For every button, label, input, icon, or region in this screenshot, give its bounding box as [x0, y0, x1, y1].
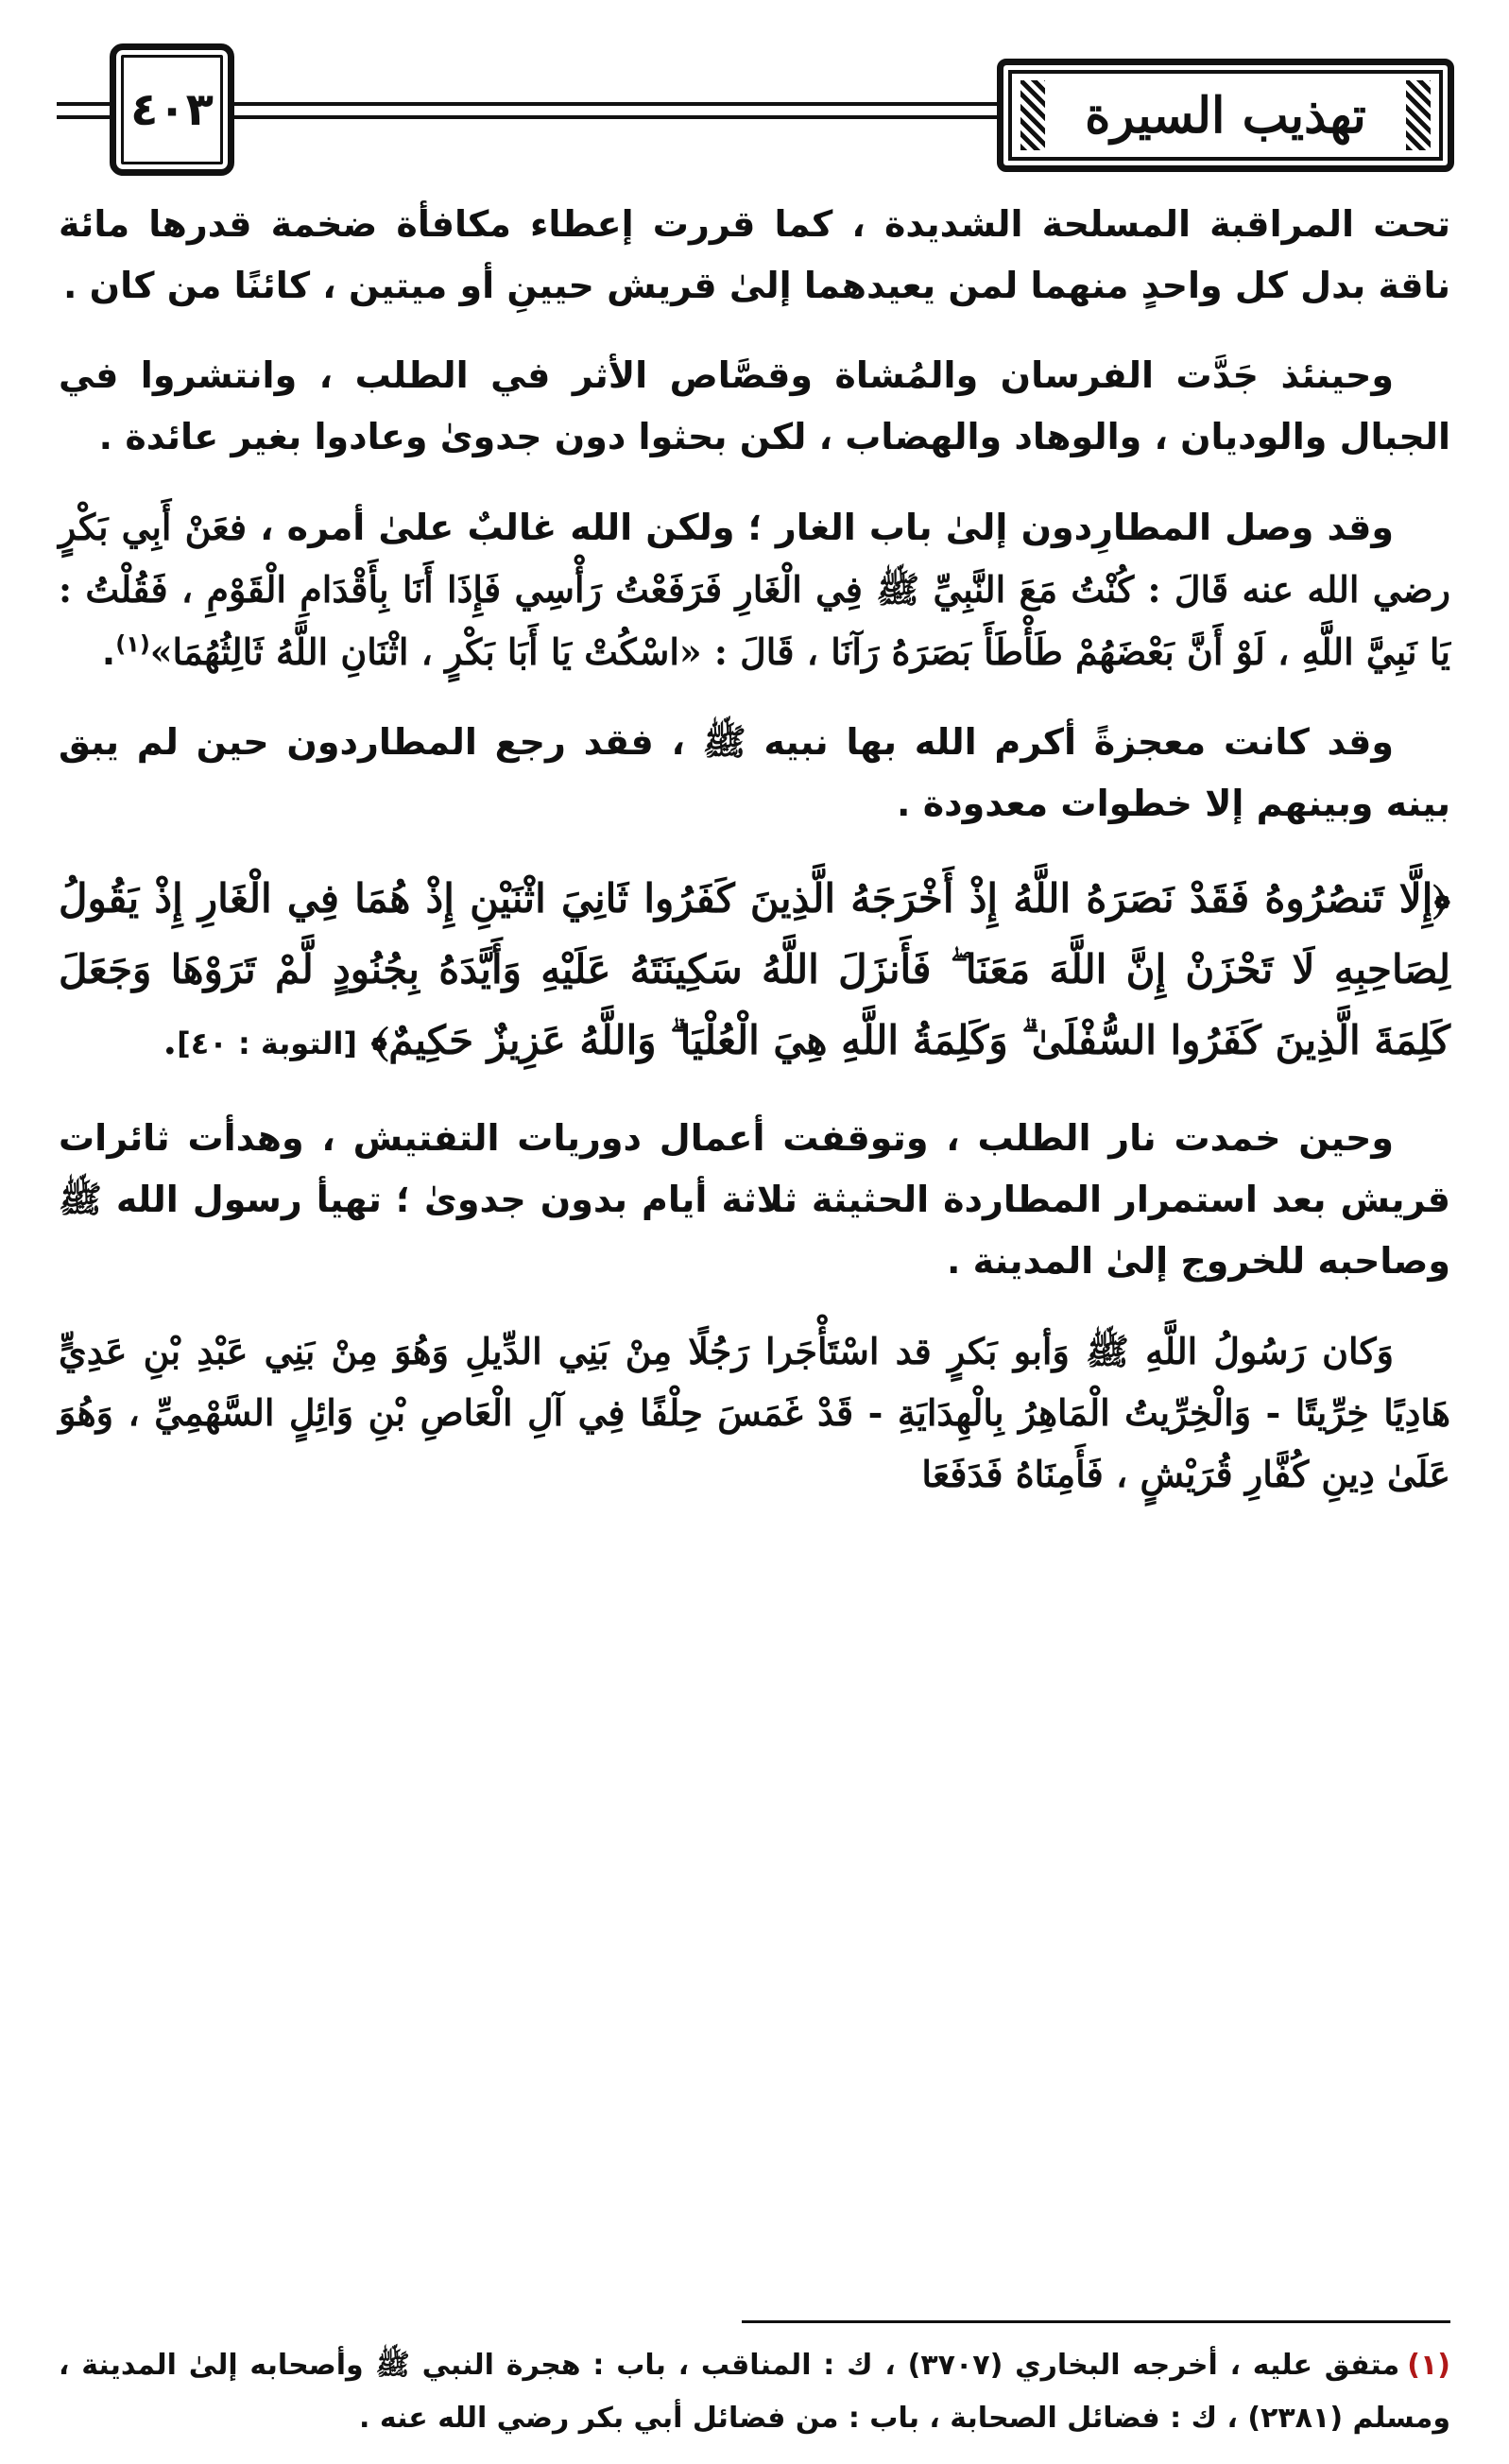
quran-verse-block	[59, 863, 1450, 1079]
paragraph-2	[59, 345, 1450, 468]
footnote-1-text: متفق عليه ، أخرجه البخاري (٣٧٠٧) ، ك : المناقب ، باب : هجرة النبي ﷺ وأصحابه إلىٰ المدينة ، ومسلم (٢٣٨١) ، ك : فضائل الصحابة ، باب : من فضائل أبي بكر رضي الله عنه .	[59, 2349, 1450, 2435]
quran-verse: ﴿إِلَّا تَنصُرُوهُ فَقَدْ نَصَرَهُ اللَّهُ إِذْ أَخْرَجَهُ الَّذِينَ كَفَرُوا ثَانِيَ اثْنَيْنِ إِذْ هُمَا فِي الْغَارِ إِذْ يَقُولُ لِصَاحِبِهِ لَا تَحْزَنْ إِنَّ اللَّهَ مَعَنَا ۖ فَأَنزَلَ اللَّهُ سَكِينَتَهُ عَلَيْهِ وَأَيَّدَهُ بِجُنُودٍ لَّمْ تَرَوْهَا وَجَعَلَ كَلِمَةَ الَّذِينَ كَفَرُوا السُّفْلَىٰ ۗ وَكَلِمَةُ اللَّهِ هِيَ الْعُلْيَا ۗ وَاللَّهُ عَزِيزٌ حَكِيمٌ﴾	[59, 875, 1450, 1063]
paragraph-2-text: وحينئذ جَدَّت الفرسان والمُشاة وقصَّاص الأثر في الطلب ، وانتشروا في الجبال والوديان ، والوهاد والهضاب ، لكن بحثوا دون جدوىٰ وعادوا بغير عائدة .	[59, 354, 1450, 457]
hadith-end: .	[101, 631, 116, 673]
hadith-paragraph	[59, 496, 1450, 683]
main-text	[59, 194, 1450, 1533]
hadith-narration: فعَنْ أَبِي بَكْرٍ رضي الله عنه قَالَ : كُنْتُ مَعَ النَّبِيِّ ﷺ فِي الْغَارِ فَرَفَعْتُ رَأْسِي فَإِذَا أَنَا بِأَقْدَامِ الْقَوْمِ ، فَقُلْتُ : يَا نَبِيَّ اللَّهِ ، لَوْ أَنَّ بَعْضَهُمْ طَأْطَأَ بَصَرَهُ رَآنَا ، قَالَ :	[59, 506, 1450, 673]
footnote-1-marker: (١)	[1407, 2349, 1451, 2382]
ornament-right	[1406, 80, 1431, 150]
book-title-cartouche	[997, 59, 1454, 172]
paragraph-last	[59, 1320, 1450, 1505]
paragraph-after-quran	[59, 1108, 1450, 1292]
book-title: تهذيب السيرة	[1085, 86, 1366, 145]
footnote-1	[59, 2339, 1450, 2445]
hadith-quote: «اسْكُتْ يَا أَبَا بَكْرٍ ، اثْنَانِ اللَّهُ ثَالِثُهُمَا»	[149, 630, 702, 673]
page-number: ٤٠٣	[130, 83, 214, 136]
quran-end: .	[163, 1017, 178, 1063]
hadith-intro: وقد وصل المطارِدون إلىٰ باب الغار ؛ ولكن الله غالبٌ علىٰ أمره ،	[260, 507, 1395, 548]
miracle-text: وقد كانت معجزةً أكرم الله بها نبيه ﷺ ، فقد رجع المطاردون حين لم يبق بينه وبينهم إلا خطوات معدودة .	[59, 721, 1450, 824]
paragraph-after-text: وحين خمدت نار الطلب ، وتوقفت أعمال دوريات التفتيش ، وهدأت ثائرات قريش بعد استمرار المطاردة الحثيثة ثلاثة أيام بدون جدوىٰ ؛ تهيأ رسول الله ﷺ وصاحبه للخروج إلىٰ المدينة .	[59, 1117, 1450, 1282]
page-number-frame	[110, 43, 234, 176]
footnote-ref[interactable]: (١)	[115, 630, 150, 658]
ornament-left	[1020, 80, 1045, 150]
paragraph-1: تحت المراقبة المسلحة الشديدة ، كما قررت إعطاء مكافأة ضخمة قدرها مائة ناقة بدل كل واحدٍ منهما لمن يعيدهما إلىٰ قريش حيينِ أو ميتين ، كائنًا من كان .	[59, 203, 1450, 306]
paragraph-last-text: وَكان رَسُولُ اللَّهِ ﷺ وَأبو بَكرٍ قد اسْتَأْجَرا رَجُلًا مِنْ بَنِي الدِّيلِ وَهُوَ مِنْ بَنِي عَبْدِ بْنِ عَدِيٍّ هَادِيًا خِرِّيتًا - وَالْخِرِّيتُ الْمَاهِرُ بِالْهِدَايَةِ - قَدْ غَمَسَ حِلْفًا فِي آلِ الْعَاصِ بْنِ وَائِلٍ السَّهْمِيِّ ، وَهُوَ عَلَىٰ دِينِ كُفَّارِ قُرَيْشٍ ، فَأَمِنَاهُ فَدَفَعَا	[59, 1330, 1450, 1495]
footnote-separator	[742, 2320, 1450, 2323]
quran-reference: [التوبة : ٤٠]	[177, 1025, 358, 1061]
miracle-paragraph	[59, 712, 1450, 835]
footnotes	[59, 2339, 1450, 2445]
